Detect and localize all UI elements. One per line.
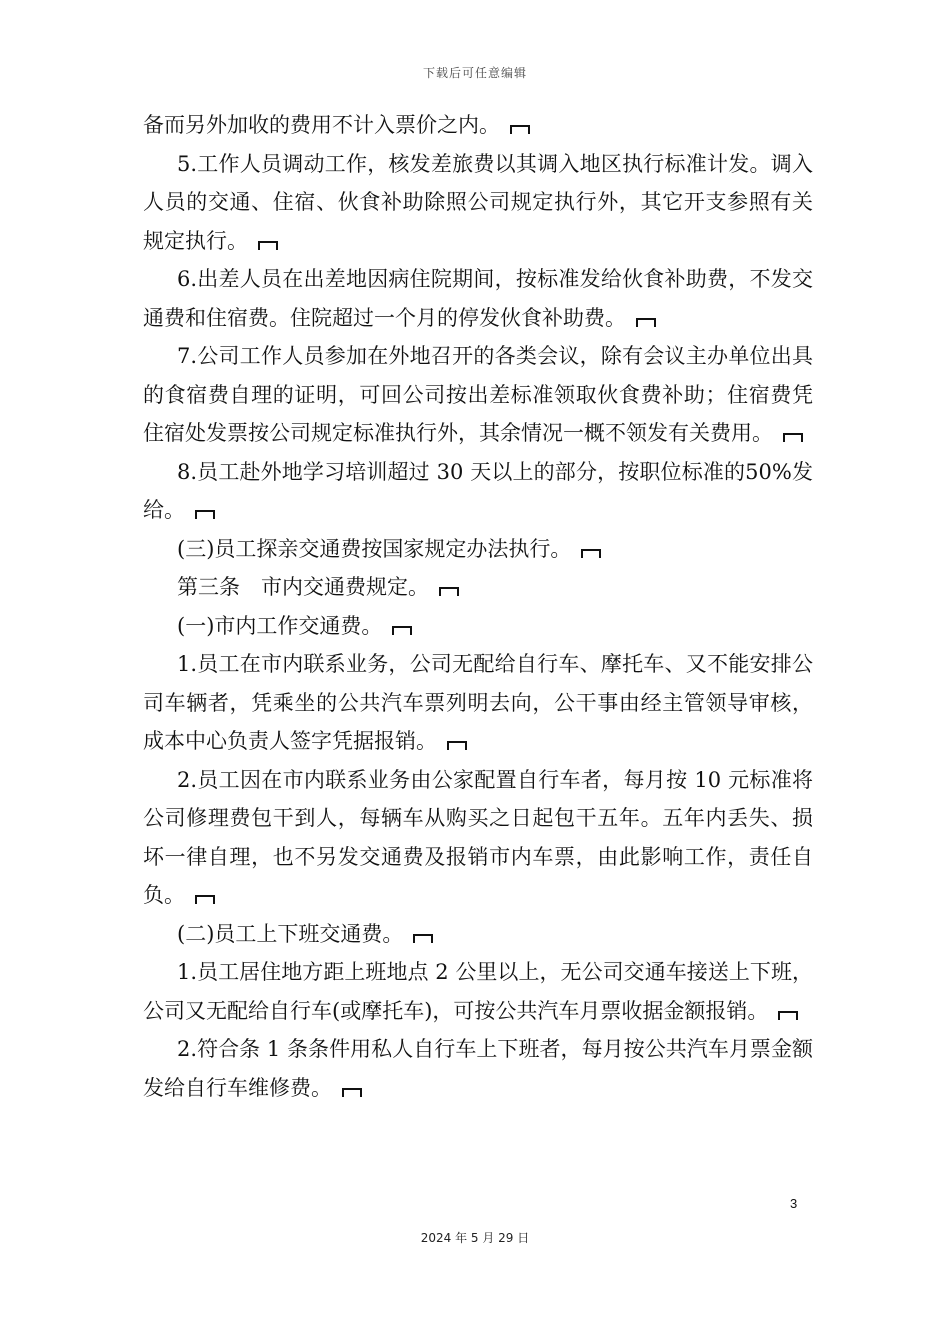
- paragraph-text: 6.出差人员在出差地因病住院期间，按标准发给伙食补助费，不发交通费和住宿费。住院超过一个月的停发伙食补助费。: [143, 267, 813, 330]
- document-body: [143, 106, 813, 1107]
- footer-date: 2024 年 5 月 29 日: [420, 1231, 530, 1245]
- paragraph-mark-icon: [510, 125, 530, 134]
- paragraph: [143, 337, 813, 453]
- paragraph: [143, 915, 813, 954]
- paragraph-text: 2.员工因在市内联系业务由公家配置自行车者，每月按 10 元标准将公司修理费包干到人，每辆车从购买之日起包干五年。五年内丢失、损坏一律自理，也不另发交通费及报销市内车票，由此影响工作，责任自负。: [143, 767, 813, 907]
- paragraph-text: (一)市内工作交通费。: [177, 613, 383, 638]
- paragraph-mark-icon: [778, 1011, 798, 1020]
- paragraph-mark-icon: [195, 510, 215, 519]
- paragraph-mark-icon: [413, 934, 433, 943]
- paragraph-text: 2.符合条 1 条条件用私人自行车上下班者，每月按公共汽车月票金额发给自行车维修费。: [143, 1037, 813, 1100]
- paragraph-text: 1.员工居住地方距上班地点 2 公里以上，无公司交通车接送上下班，公司又无配给自行车(或摩托车)，可按公共汽车月票收据金额报销。: [143, 960, 813, 1023]
- page-number: 3: [790, 1196, 798, 1211]
- paragraph: [143, 1030, 813, 1107]
- paragraph-mark-icon: [783, 433, 803, 442]
- paragraph-text: 7.公司工作人员参加在外地召开的各类会议，除有会议主办单位出具的食宿费自理的证明，可回公司按出差标准领取伙食费补助；住宿费凭住宿处发票按公司规定标准执行外，其余情况一概不领发有关费用。: [143, 344, 813, 445]
- paragraph-mark-icon: [195, 895, 215, 904]
- paragraph: [143, 645, 813, 761]
- paragraph-mark-icon: [447, 741, 467, 750]
- paragraph-text: (三)员工探亲交通费按国家规定办法执行。: [177, 536, 572, 561]
- paragraph-mark-icon: [636, 318, 656, 327]
- paragraph-text: 备而另外加收的费用不计入票价之内。: [143, 113, 500, 137]
- paragraph: [143, 607, 813, 646]
- page-header: 下载后可任意编辑: [422, 66, 527, 80]
- paragraph: [143, 145, 813, 261]
- paragraph-text: 8.员工赴外地学习培训超过 30 天以上的部分，按职位标准的50%发给。: [143, 459, 813, 522]
- paragraph: [143, 260, 813, 337]
- paragraph-mark-icon: [342, 1088, 362, 1097]
- paragraph-mark-icon: [258, 241, 278, 250]
- paragraph: [143, 761, 813, 915]
- paragraph-text: 第三条 市内交通费规定。: [177, 575, 429, 599]
- paragraph-mark-icon: [392, 626, 412, 635]
- paragraph-mark-icon: [439, 587, 459, 596]
- paragraph: [143, 953, 813, 1030]
- section-heading: [143, 568, 813, 607]
- paragraph-text: (二)员工上下班交通费。: [177, 921, 404, 946]
- paragraph-mark-icon: [581, 549, 601, 558]
- paragraph: [143, 530, 813, 569]
- paragraph-text: 5.工作人员调动工作，核发差旅费以其调入地区执行标准计发。调入人员的交通、住宿、伙食补助除照公司规定执行外，其它开支参照有关规定执行。: [143, 151, 813, 253]
- paragraph: [143, 106, 813, 145]
- paragraph: [143, 453, 813, 530]
- paragraph-text: 1.员工在市内联系业务，公司无配给自行车、摩托车、又不能安排公司车辆者，凭乘坐的公共汽车票列明去向，公干事由经主管领导审核，成本中心负责人签字凭据报销。: [143, 652, 813, 753]
